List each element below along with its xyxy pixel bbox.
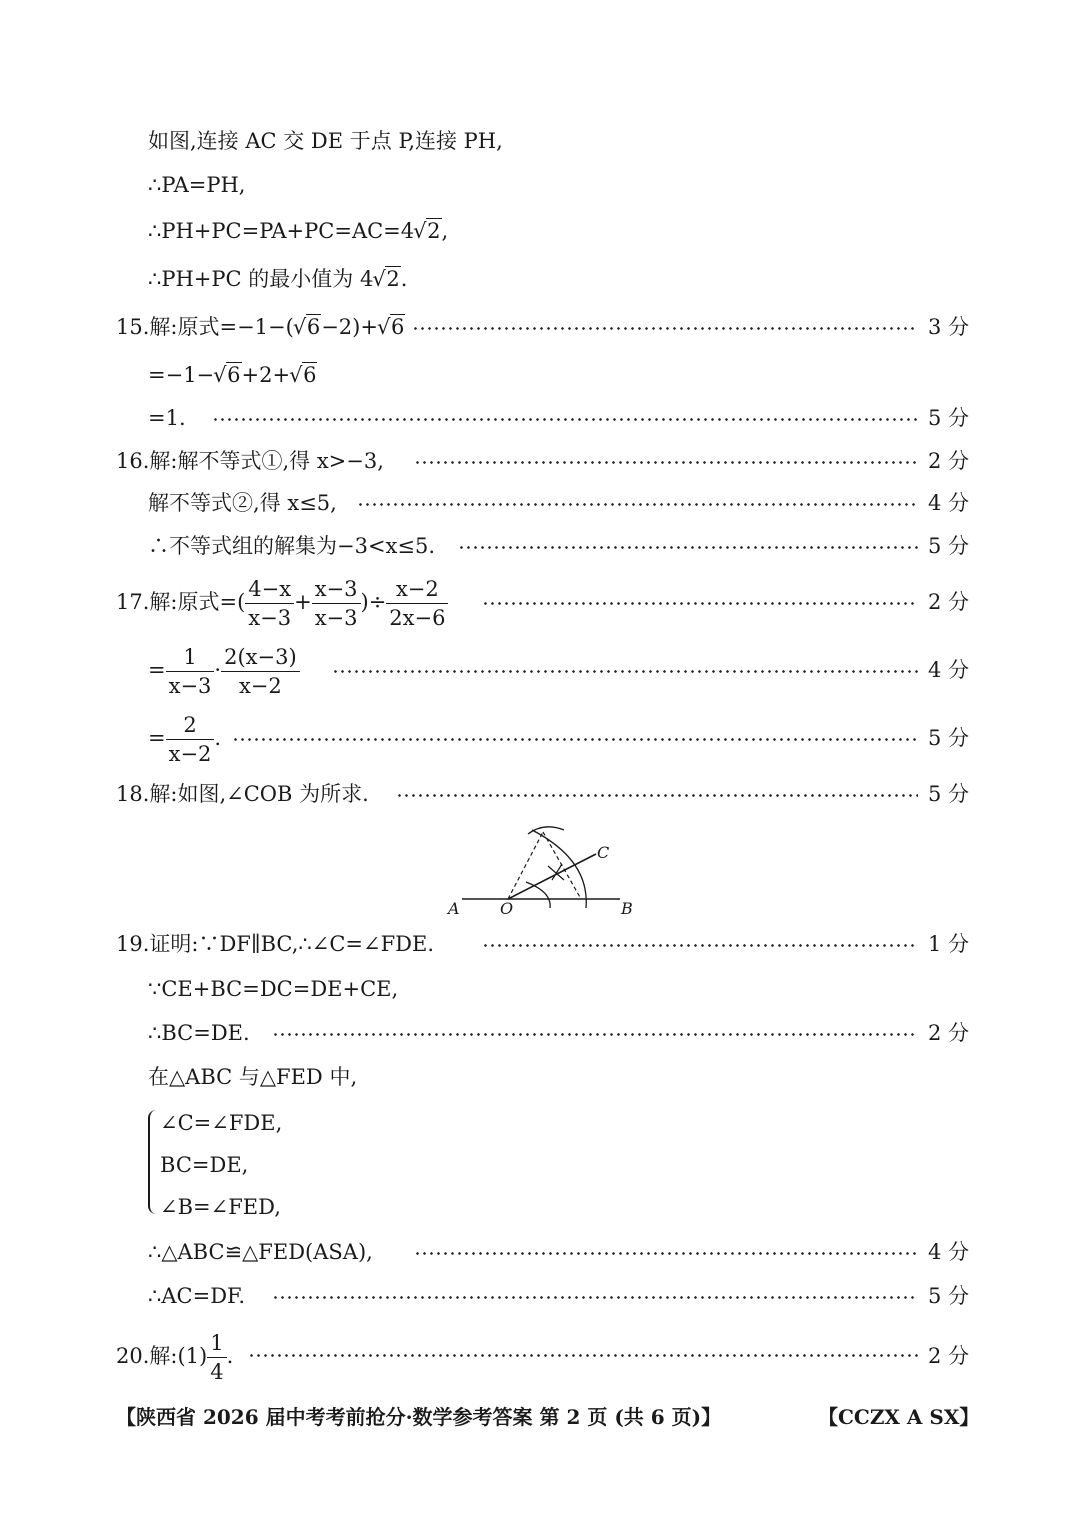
score: 5 分 bbox=[928, 726, 970, 750]
angle-bisector-figure bbox=[440, 820, 640, 920]
line-text: ∵CE+BC=DC=DE+CE, bbox=[148, 977, 399, 1001]
footer-code: 【CCZX A SX】 bbox=[818, 1405, 980, 1429]
radical: √ 6 bbox=[290, 360, 317, 390]
line-text: ∴BC=DE. bbox=[148, 1021, 250, 1045]
dot-leader bbox=[272, 1033, 918, 1036]
line-text: = $\frac{1}{x-3}$ · $\frac{2(x-3)}{x-2}$ bbox=[148, 640, 300, 700]
dot-leader bbox=[212, 418, 918, 421]
fraction: $\frac{x-2}{2x-6}$ bbox=[386, 575, 448, 632]
solution-line-15 bbox=[0, 312, 1080, 342]
arc-top bbox=[528, 827, 564, 834]
line-text: = $\frac{2}{x-2}$ . bbox=[148, 713, 222, 766]
line-text: ∴PA=PH, bbox=[148, 173, 246, 197]
score: 2 分 bbox=[928, 1021, 970, 1045]
dot-leader bbox=[482, 944, 918, 947]
dot-leader bbox=[332, 670, 918, 673]
line-text: ∠C=∠FDE, bbox=[160, 1111, 283, 1135]
text-line bbox=[0, 640, 1080, 700]
line-text: ∴PH+PC=PA+PC=AC=4√ 2, bbox=[148, 216, 448, 246]
score: 4 分 bbox=[928, 491, 970, 515]
line-text: ∴不等式组的解集为−3<x≤5. bbox=[148, 534, 436, 558]
radical: √ 6 bbox=[294, 312, 321, 342]
dot-leader bbox=[357, 503, 918, 506]
line-text: ∴△ABC≌△FED(ASA), bbox=[148, 1240, 373, 1264]
ray-oc bbox=[508, 854, 596, 899]
fraction: $\frac{4-x}{x-3}$ bbox=[245, 575, 294, 632]
text-line bbox=[0, 1018, 1080, 1048]
text-line bbox=[0, 1237, 1080, 1267]
line-text: =1. bbox=[148, 406, 186, 430]
score: 3 分 bbox=[928, 315, 970, 339]
dot-leader bbox=[396, 794, 918, 797]
line-text: 19.证明:∵DF∥BC,∴∠C=∠FDE. bbox=[116, 932, 435, 956]
line-text: 16.解:解不等式①,得 x>−3, bbox=[116, 449, 384, 473]
radical: √ 6 bbox=[378, 312, 405, 342]
radical: √ 2 bbox=[414, 216, 441, 246]
dot-leader bbox=[414, 1252, 918, 1255]
line-text: 如图,连接 AC 交 DE 于点 P,连接 PH, bbox=[148, 129, 503, 153]
text-line bbox=[0, 264, 1080, 294]
solution-line-20 bbox=[0, 1326, 1080, 1386]
label-o: O bbox=[500, 899, 514, 918]
line-text: 解不等式②,得 x≤5, bbox=[148, 491, 337, 515]
line-text: 15.解:原式=−1−(√ 6−2)+√ 6 bbox=[116, 312, 405, 342]
solution-line-18 bbox=[0, 779, 1080, 809]
fraction: $\frac{2}{x-2}$ bbox=[166, 711, 215, 768]
score: 4 分 bbox=[928, 1240, 970, 1264]
text-line bbox=[0, 708, 1080, 768]
solution-line-19 bbox=[0, 929, 1080, 959]
line-text: 18.解:如图,∠COB 为所求. bbox=[116, 782, 369, 806]
score: 2 分 bbox=[928, 449, 970, 473]
dot-leader bbox=[248, 1354, 918, 1357]
radical: √ 2 bbox=[373, 264, 400, 294]
text-line bbox=[0, 488, 1080, 518]
text-line bbox=[0, 974, 1080, 1004]
fraction: $\frac{x-3}{x-3}$ bbox=[312, 575, 361, 632]
line-text: ∠B=∠FED, bbox=[160, 1195, 281, 1219]
text-line bbox=[0, 360, 1080, 390]
footer-left: 【陕西省 2026 届中考考前抢分·数学参考答案 第 2 页 (共 6 页)】 bbox=[116, 1405, 722, 1429]
dashed-1 bbox=[508, 832, 543, 899]
text-line bbox=[0, 531, 1080, 561]
text-line bbox=[0, 1192, 1080, 1222]
radical: √ 6 bbox=[214, 360, 241, 390]
solution-line-16 bbox=[0, 446, 1080, 476]
text-line bbox=[0, 403, 1080, 433]
score: 5 分 bbox=[928, 1284, 970, 1308]
line-text: =−1−√ 6+2+√ 6 bbox=[148, 360, 317, 390]
score: 1 分 bbox=[928, 932, 970, 956]
fraction: $\frac{1}{4}$ bbox=[207, 1329, 226, 1386]
text-line bbox=[0, 1108, 1080, 1138]
line-text: 17.解:原式=( $\frac{4-x}{x-3}$ + $\frac{x-3}{x-3}$ )÷ $\frac{x-2}{2x-6}$ bbox=[116, 572, 448, 632]
dot-leader bbox=[458, 546, 918, 549]
dot-leader bbox=[232, 738, 918, 741]
score: 5 分 bbox=[928, 782, 970, 806]
label-c: C bbox=[597, 843, 610, 862]
score: 2 分 bbox=[928, 1344, 970, 1368]
arc-small bbox=[526, 882, 550, 908]
label-a: A bbox=[448, 899, 460, 918]
line-text: BC=DE, bbox=[160, 1153, 249, 1177]
dot-leader bbox=[412, 327, 918, 330]
score: 5 分 bbox=[928, 406, 970, 430]
dot-leader bbox=[414, 461, 918, 464]
text-line bbox=[0, 1150, 1080, 1180]
score: 5 分 bbox=[928, 534, 970, 558]
text-line bbox=[0, 1062, 1080, 1092]
solution-line-17 bbox=[0, 572, 1080, 632]
line-text: ∴PH+PC 的最小值为 4√ 2. bbox=[148, 264, 407, 294]
text-line bbox=[0, 1281, 1080, 1311]
fraction: $\frac{2(x-3)}{x-2}$ bbox=[221, 643, 300, 700]
score: 4 分 bbox=[928, 658, 970, 682]
line-text: 在△ABC 与△FED 中, bbox=[148, 1065, 358, 1089]
line-text: ∴AC=DF. bbox=[148, 1284, 246, 1308]
fraction: $\frac{1}{x-3}$ bbox=[166, 643, 215, 700]
label-b: B bbox=[621, 899, 633, 918]
text-line bbox=[0, 126, 1080, 156]
line-text: 20.解:(1) $\frac{1}{4}$ . bbox=[116, 1331, 234, 1384]
dot-leader bbox=[272, 1296, 918, 1299]
text-line bbox=[0, 170, 1080, 200]
dot-leader bbox=[482, 602, 918, 605]
text-line bbox=[0, 216, 1080, 246]
score: 2 分 bbox=[928, 590, 970, 614]
